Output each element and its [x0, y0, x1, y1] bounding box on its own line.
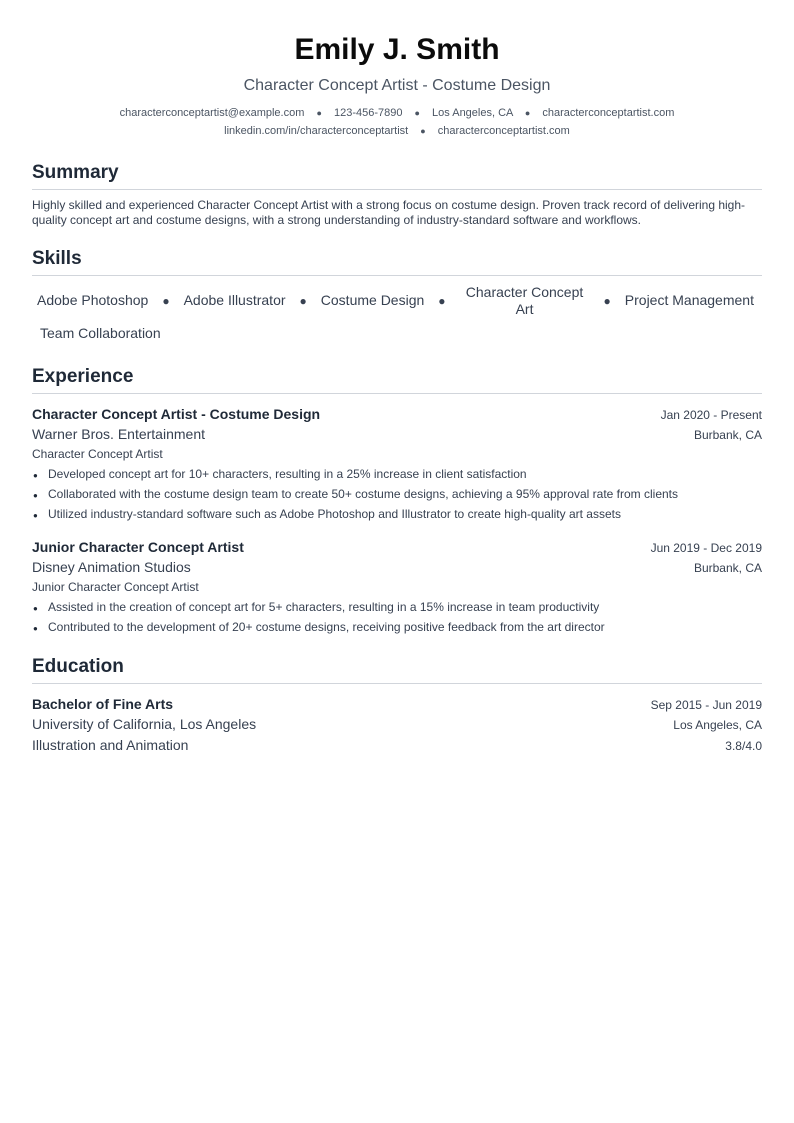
separator-dot: ● — [299, 293, 307, 308]
education-dates: Sep 2015 - Jun 2019 — [650, 698, 762, 713]
job-location: Burbank, CA — [693, 561, 762, 576]
contact-website[interactable]: characterconceptartist.com — [542, 107, 675, 119]
skill-item: Adobe Illustrator — [183, 292, 286, 309]
separator-dot: ● — [162, 293, 170, 308]
bullet-item: ● Utilized industry-standard software such as Adobe Photoshop and Illustrator to create high-quality art assets — [32, 504, 762, 524]
job-title: Character Concept Artist - Costume Design — [32, 406, 321, 423]
bullet-item: ● Developed concept art for 10+ characters, resulting in a 25% increase in client satisfaction — [32, 464, 762, 484]
bullet-item: ● Assisted in the creation of concept art for 5+ characters, resulting in a 15% increase in team productivity — [32, 597, 762, 617]
summary-text: Highly skilled and experienced Character Concept Artist with a strong focus on costume design. Proven track record of delivering high-quality concept art and costume designs, with a strong understanding of industry-standard software and workflows. — [32, 198, 746, 228]
skill-item: Adobe Photoshop — [37, 292, 149, 309]
skill-item: Character Concept Art — [465, 283, 584, 317]
skill-item: Team Collaboration — [40, 325, 161, 342]
contact-website-2[interactable]: characterconceptartist.com — [437, 125, 570, 138]
job-role: Character Concept Artist — [32, 447, 163, 462]
separator-dot: ● — [414, 108, 420, 119]
separator-dot: ● — [316, 108, 322, 119]
job-entry — [32, 537, 762, 637]
education-heading: Education — [32, 655, 762, 684]
job-bullets — [32, 464, 762, 524]
education-entry — [32, 694, 762, 756]
job-location: Burbank, CA — [693, 428, 762, 443]
contact-phone[interactable]: 123-456-7890 — [333, 107, 403, 119]
school: University of California, Los Angeles — [32, 716, 257, 733]
contact-line-1 — [32, 104, 762, 122]
bullet-item: ● Collaborated with the costume design team to create 50+ costume designs, achieving a 95% approval rate from clients — [32, 484, 762, 504]
summary-heading: Summary — [32, 161, 762, 190]
experience-section — [32, 365, 762, 637]
gpa: 3.8/4.0 — [725, 739, 762, 754]
contact-location: Los Angeles, CA — [432, 107, 513, 119]
school-location: Los Angeles, CA — [673, 718, 762, 733]
separator-dot: ● — [603, 293, 611, 308]
job-role: Junior Character Concept Artist — [32, 580, 199, 595]
degree: Bachelor of Fine Arts — [32, 696, 174, 713]
education-section — [32, 655, 762, 756]
contact-email[interactable]: characterconceptartist@example.com — [119, 107, 305, 119]
job-title: Junior Character Concept Artist — [32, 539, 244, 556]
skill-item: Costume Design — [320, 292, 425, 309]
job-dates: Jan 2020 - Present — [660, 408, 762, 423]
candidate-name: Emily J. Smith — [294, 33, 500, 66]
separator-dot: ● — [438, 293, 446, 308]
summary-section — [32, 161, 762, 228]
skills-heading: Skills — [32, 247, 762, 276]
experience-heading: Experience — [32, 365, 762, 394]
skill-item: Project Management — [624, 292, 754, 309]
job-dates: Jun 2019 - Dec 2019 — [650, 541, 762, 556]
skills-section — [32, 247, 762, 350]
skills-list — [32, 284, 762, 350]
contact-linkedin[interactable]: linkedin.com/in/characterconceptartist — [224, 125, 409, 138]
contact-line-2 — [32, 122, 762, 140]
separator-dot: ● — [524, 108, 531, 119]
job-bullets — [32, 597, 762, 637]
job-company: Disney Animation Studios — [32, 559, 191, 576]
separator-dot: ● — [420, 126, 426, 137]
field-of-study: Illustration and Animation — [32, 737, 189, 754]
job-company: Warner Bros. Entertainment — [32, 426, 205, 443]
job-entry — [32, 404, 762, 524]
bullet-item: ● Contributed to the development of 20+ costume designs, receiving positive feedback from the art director — [32, 617, 762, 637]
candidate-headline: Character Concept Artist - Costume Design — [243, 77, 551, 94]
